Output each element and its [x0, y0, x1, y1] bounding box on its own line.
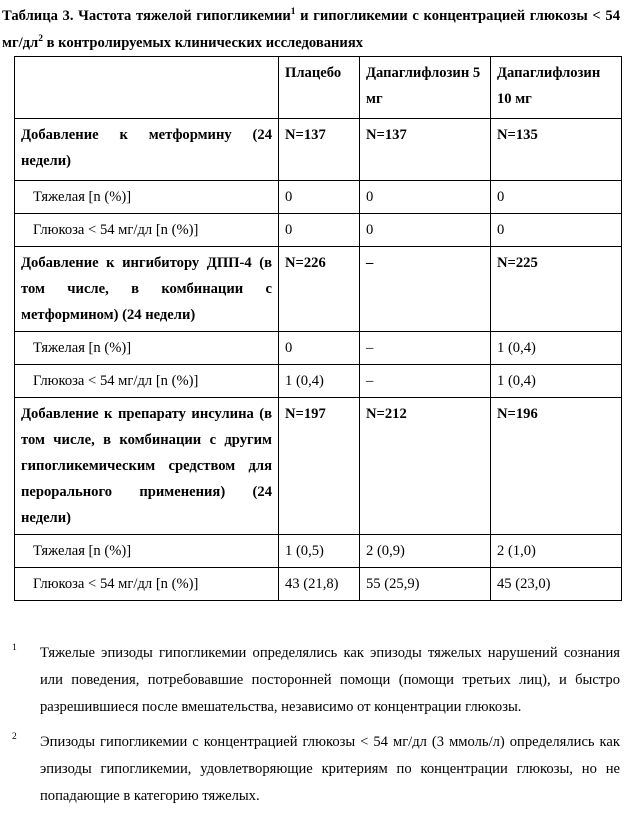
header-empty-cell: [15, 57, 279, 119]
footnotes: [2, 640, 620, 810]
row-label: Тяжелая [n (%)]: [15, 535, 279, 568]
cell-placebo: 1 (0,4): [279, 365, 360, 398]
header-dapagliflozin-10mg: Дапаглифлозин 10 мг: [491, 57, 622, 119]
table-caption: [2, 3, 620, 57]
cell-10mg: 2 (1,0): [491, 535, 622, 568]
cell-placebo: 1 (0,5): [279, 535, 360, 568]
cell-5mg: –: [360, 332, 491, 365]
n-10mg: N=135: [491, 119, 622, 181]
table-row: [15, 214, 622, 247]
cell-5mg: 0: [360, 214, 491, 247]
header-dapagliflozin-5mg: Дапаглифлозин 5 мг: [360, 57, 491, 119]
cell-10mg: 45 (23,0): [491, 568, 622, 601]
table-row: [15, 568, 622, 601]
n-5mg: –: [360, 247, 491, 332]
footnote-text: Эпизоды гипогликемии с концентрацией глюкозы < 54 мг/дл (3 ммоль/л) определялись как эпизоды гипогликемии, удовлетворяющие критериям по концентрации глюкозы, но не попадающие в категорию тяжелых.: [40, 734, 620, 804]
section-row: [15, 398, 622, 535]
n-5mg: N=137: [360, 119, 491, 181]
n-10mg: N=196: [491, 398, 622, 535]
cell-10mg: 0: [491, 214, 622, 247]
footnote-number: 1: [12, 643, 17, 653]
table-row: [15, 332, 622, 365]
footnote: [2, 640, 620, 721]
section-title: Добавление к метформину (24 недели): [15, 119, 279, 181]
n-placebo: N=137: [279, 119, 360, 181]
n-10mg: N=225: [491, 247, 622, 332]
table-row: [15, 181, 622, 214]
cell-placebo: 0: [279, 214, 360, 247]
cell-placebo: 43 (21,8): [279, 568, 360, 601]
cell-10mg: 1 (0,4): [491, 365, 622, 398]
table-row: [15, 535, 622, 568]
table-row: [15, 365, 622, 398]
caption-title: Таблица 3. Частота тяжелой гипогликемии: [2, 8, 291, 24]
n-5mg: N=212: [360, 398, 491, 535]
footnote-number: 2: [12, 732, 17, 742]
header-row: [15, 57, 622, 119]
section-row: [15, 119, 622, 181]
cell-5mg: 0: [360, 181, 491, 214]
section-row: [15, 247, 622, 332]
hypoglycemia-table: [14, 56, 622, 601]
section-title: Добавление к ингибитору ДПП-4 (в том числе, в комбинации с метформином) (24 недели): [15, 247, 279, 332]
caption-text: и гипогликемии с концентрацией глюкозы < 54 мг/дл: [2, 8, 620, 51]
cell-placebo: 0: [279, 181, 360, 214]
cell-5mg: 55 (25,9): [360, 568, 491, 601]
n-placebo: N=197: [279, 398, 360, 535]
cell-10mg: 0: [491, 181, 622, 214]
footnote: [2, 729, 620, 810]
cell-placebo: 0: [279, 332, 360, 365]
cell-10mg: 1 (0,4): [491, 332, 622, 365]
header-placebo: Плацебо: [279, 57, 360, 119]
row-label: Тяжелая [n (%)]: [15, 332, 279, 365]
section-title: Добавление к препарату инсулина (в том числе, в комбинации с другим гипогликемическим средством для перорального применения) (24 недели): [15, 398, 279, 535]
footnote-ref-1: 1: [290, 7, 296, 17]
row-label: Глюкоза < 54 мг/дл [n (%)]: [15, 365, 279, 398]
footnote-ref-2: 2: [38, 34, 43, 44]
row-label: Тяжелая [n (%)]: [15, 181, 279, 214]
n-placebo: N=226: [279, 247, 360, 332]
row-label: Глюкоза < 54 мг/дл [n (%)]: [15, 568, 279, 601]
cell-5mg: 2 (0,9): [360, 535, 491, 568]
caption-text-end: в контролируемых клинических исследованиях: [42, 35, 364, 51]
footnote-text: Тяжелые эпизоды гипогликемии определялись как эпизоды тяжелых нарушений сознания или поведения, потребовавшие посторонней помощи (помощи третьих лиц), и быстро разрешившиеся после вмешательства, независимо от концентрации глюкозы.: [40, 645, 620, 715]
row-label: Глюкоза < 54 мг/дл [n (%)]: [15, 214, 279, 247]
cell-5mg: –: [360, 365, 491, 398]
